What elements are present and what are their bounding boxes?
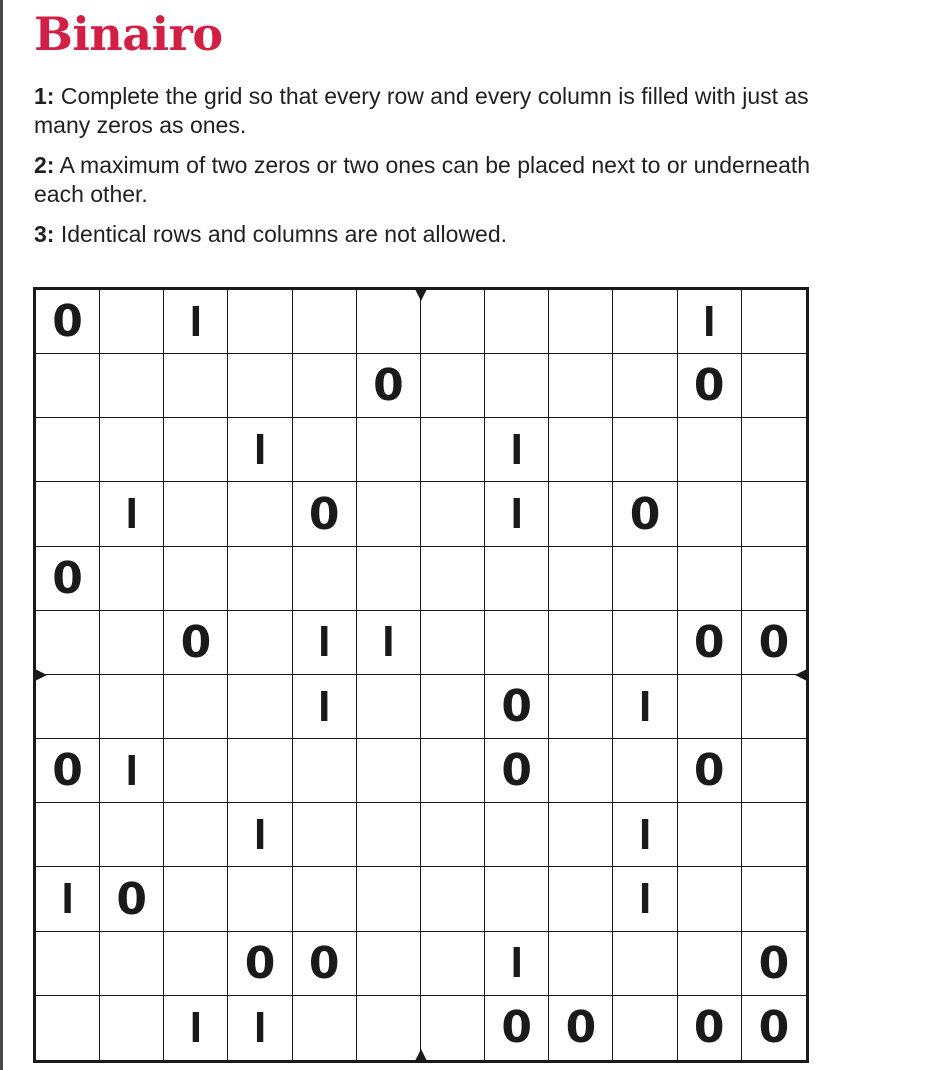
grid-cell-r5-c8[interactable] [485,547,549,611]
grid-cell-r6-c11[interactable]: 0 [678,611,742,675]
grid-cell-r9-c8[interactable] [485,803,549,867]
grid-cell-r12-c5[interactable] [293,996,357,1060]
grid-cell-r7-c10[interactable]: I [613,675,677,739]
grid-cell-r6-c10[interactable] [613,611,677,675]
center-marker-bottom [414,1049,428,1063]
grid-cell-r2-c2[interactable] [100,354,164,418]
grid-cell-r10-c2[interactable]: 0 [100,867,164,931]
grid-cell-r11-c4[interactable]: 0 [228,932,292,996]
grid-cell-r1-c7[interactable] [421,290,485,354]
grid-cell-r4-c4[interactable] [228,482,292,546]
grid-cell-r11-c1[interactable] [36,932,100,996]
grid-cell-r6-c4[interactable] [228,611,292,675]
rule-number: 3: [34,221,55,247]
grid-cell-r6-c12[interactable]: 0 [742,611,806,675]
grid-cell-r2-c10[interactable] [613,354,677,418]
grid-cell-r1-c10[interactable] [613,290,677,354]
grid-cell-r9-c11[interactable] [678,803,742,867]
grid-cell-r11-c12[interactable]: 0 [742,932,806,996]
grid-cell-r1-c4[interactable] [228,290,292,354]
grid-cell-r8-c2[interactable]: I [100,739,164,803]
grid-cell-r6-c1[interactable] [36,611,100,675]
grid-cell-r11-c6[interactable] [357,932,421,996]
grid-cell-r1-c11[interactable]: I [678,290,742,354]
grid-cell-r2-c9[interactable] [549,354,613,418]
grid-cell-r4-c3[interactable] [164,482,228,546]
rule-number: 2: [34,152,55,178]
rule-2 [34,151,834,209]
grid-cell-r7-c2[interactable] [100,675,164,739]
grid-cell-r6-c9[interactable] [549,611,613,675]
grid-cell-r6-c6[interactable]: I [357,611,421,675]
grid-cell-r5-c11[interactable] [678,547,742,611]
grid-cell-r4-c10[interactable]: 0 [613,482,677,546]
grid-cell-r4-c5[interactable]: 0 [293,482,357,546]
grid-cell-r6-c8[interactable] [485,611,549,675]
grid-cell-r3-c4[interactable]: I [228,418,292,482]
grid-cell-r2-c4[interactable] [228,354,292,418]
puzzle-board [33,287,809,1063]
grid-cell-r10-c6[interactable] [357,867,421,931]
rules-list [34,82,834,260]
grid-cell-r3-c9[interactable] [549,418,613,482]
grid-cell-r6-c7[interactable] [421,611,485,675]
grid-cell-r4-c6[interactable] [357,482,421,546]
grid-cell-r2-c1[interactable] [36,354,100,418]
grid-cell-r4-c1[interactable] [36,482,100,546]
grid-cell-r11-c8[interactable]: I [485,932,549,996]
grid-cell-r8-c1[interactable]: 0 [36,739,100,803]
grid-cell-r11-c10[interactable] [613,932,677,996]
grid-cell-r8-c12[interactable] [742,739,806,803]
grid-cell-r3-c12[interactable] [742,418,806,482]
rule-number: 1: [34,83,55,109]
grid-cell-r3-c11[interactable] [678,418,742,482]
grid-cell-r1-c8[interactable] [485,290,549,354]
grid-cell-r3-c2[interactable] [100,418,164,482]
grid-cell-r10-c7[interactable] [421,867,485,931]
grid-cell-r12-c4[interactable]: I [228,996,292,1060]
grid-cell-r12-c11[interactable]: 0 [678,996,742,1060]
grid-cell-r9-c10[interactable]: I [613,803,677,867]
grid-cell-r3-c5[interactable] [293,418,357,482]
grid-cell-r11-c5[interactable]: 0 [293,932,357,996]
grid-cell-r10-c10[interactable]: I [613,867,677,931]
grid-cell-r5-c1[interactable]: 0 [36,547,100,611]
grid-cell-r10-c4[interactable] [228,867,292,931]
grid-cell-r5-c4[interactable] [228,547,292,611]
grid-cell-r9-c3[interactable] [164,803,228,867]
grid-cell-r8-c5[interactable] [293,739,357,803]
center-marker-left [33,668,47,682]
grid-cell-r12-c10[interactable] [613,996,677,1060]
grid-cell-r4-c2[interactable]: I [100,482,164,546]
grid-cell-r10-c8[interactable] [485,867,549,931]
grid-cell-r4-c12[interactable] [742,482,806,546]
grid-cell-r10-c11[interactable] [678,867,742,931]
grid-cell-r7-c4[interactable] [228,675,292,739]
grid-cell-r9-c2[interactable] [100,803,164,867]
grid-cell-r6-c5[interactable]: I [293,611,357,675]
grid-cell-r5-c2[interactable] [100,547,164,611]
grid-cell-r9-c1[interactable] [36,803,100,867]
grid-cell-r9-c7[interactable] [421,803,485,867]
center-marker-top [414,287,428,301]
grid-cell-r11-c2[interactable] [100,932,164,996]
grid-cell-r11-c9[interactable] [549,932,613,996]
grid-cell-r8-c11[interactable]: 0 [678,739,742,803]
grid-cell-r2-c6[interactable]: 0 [357,354,421,418]
grid-cell-r1-c6[interactable] [357,290,421,354]
grid-cell-r1-c5[interactable] [293,290,357,354]
grid-cell-r12-c6[interactable] [357,996,421,1060]
grid-cell-r7-c3[interactable] [164,675,228,739]
grid-cell-r7-c8[interactable]: 0 [485,675,549,739]
grid-cell-r10-c3[interactable] [164,867,228,931]
grid-cell-r4-c11[interactable] [678,482,742,546]
grid-cell-r2-c7[interactable] [421,354,485,418]
grid-cell-r10-c5[interactable] [293,867,357,931]
grid-cell-r8-c7[interactable] [421,739,485,803]
grid-cell-r11-c11[interactable] [678,932,742,996]
grid-cell-r11-c3[interactable] [164,932,228,996]
grid-cell-r6-c2[interactable] [100,611,164,675]
grid-cell-r8-c6[interactable] [357,739,421,803]
grid-cell-r5-c3[interactable] [164,547,228,611]
grid-cell-r7-c11[interactable] [678,675,742,739]
grid-cell-r3-c7[interactable] [421,418,485,482]
grid-cell-r3-c6[interactable] [357,418,421,482]
grid-cell-r4-c7[interactable] [421,482,485,546]
grid-cell-r10-c1[interactable]: I [36,867,100,931]
grid-cell-r11-c7[interactable] [421,932,485,996]
grid-cell-r7-c5[interactable]: I [293,675,357,739]
grid-cell-r5-c12[interactable] [742,547,806,611]
grid-cell-r1-c2[interactable] [100,290,164,354]
grid-cell-r9-c9[interactable] [549,803,613,867]
grid-cell-r7-c1[interactable] [36,675,100,739]
grid-cell-r9-c5[interactable] [293,803,357,867]
grid-cell-r8-c4[interactable] [228,739,292,803]
grid-cell-r9-c4[interactable]: I [228,803,292,867]
grid-cell-r2-c11[interactable]: 0 [678,354,742,418]
grid-cell-r12-c8[interactable]: 0 [485,996,549,1060]
grid-cell-r5-c9[interactable] [549,547,613,611]
grid-cell-r3-c8[interactable]: I [485,418,549,482]
puzzle-grid [33,287,809,1063]
grid-cell-r12-c9[interactable]: 0 [549,996,613,1060]
grid-cell-r2-c12[interactable] [742,354,806,418]
rule-text: A maximum of two zeros or two ones can be placed next to or underneath each other. [34,152,811,207]
grid-cell-r1-c1[interactable]: 0 [36,290,100,354]
grid-cell-r12-c12[interactable]: 0 [758,1002,790,1054]
grid-cell-r5-c7[interactable] [421,547,485,611]
grid-cell-r7-c7[interactable] [421,675,485,739]
page-left-border [0,0,3,1070]
grid-cell-r5-c5[interactable] [293,547,357,611]
grid-cell-r2-c8[interactable] [485,354,549,418]
grid-cell-r12-c3[interactable]: I [164,996,228,1060]
grid-cell-r3-c3[interactable] [164,418,228,482]
grid-cell-r6-c3[interactable]: 0 [164,611,228,675]
grid-cell-r2-c5[interactable] [293,354,357,418]
grid-cell-r10-c9[interactable] [549,867,613,931]
grid-cell-r9-c6[interactable] [357,803,421,867]
grid-cell-r8-c10[interactable] [613,739,677,803]
grid-cell-r12-c1[interactable] [36,996,100,1060]
rule-text: Identical rows and columns are not allowed. [60,221,508,247]
grid-cell-r7-c12[interactable] [742,675,806,739]
grid-cell-r3-c1[interactable] [36,418,100,482]
page-title: Binairo [34,7,223,61]
grid-cell-r7-c9[interactable] [549,675,613,739]
grid-cell-r8-c9[interactable] [549,739,613,803]
rule-1 [34,82,834,140]
center-marker-right [795,668,809,682]
grid-cell-r4-c8[interactable]: I [485,482,549,546]
grid-cell-r1-c3[interactable]: I [164,290,228,354]
grid-cell-r4-c9[interactable] [549,482,613,546]
rule-text: Complete the grid so that every row and every column is filled with just as many zeros as ones. [34,83,809,138]
rule-3 [34,220,834,249]
grid-cell-r5-c10[interactable] [613,547,677,611]
grid-cell-r10-c12[interactable] [742,867,806,931]
grid-cell-r1-c12[interactable] [742,290,806,354]
grid-cell-r8-c8[interactable]: 0 [485,739,549,803]
grid-cell-r8-c3[interactable] [164,739,228,803]
grid-cell-r9-c12[interactable] [742,803,806,867]
grid-cell-r2-c3[interactable] [164,354,228,418]
grid-cell-r12-c7[interactable] [421,996,485,1060]
grid-cell-r5-c6[interactable] [357,547,421,611]
grid-cell-r3-c10[interactable] [613,418,677,482]
grid-cell-r12-c2[interactable] [100,996,164,1060]
grid-cell-r1-c9[interactable] [549,290,613,354]
grid-cell-r7-c6[interactable] [357,675,421,739]
